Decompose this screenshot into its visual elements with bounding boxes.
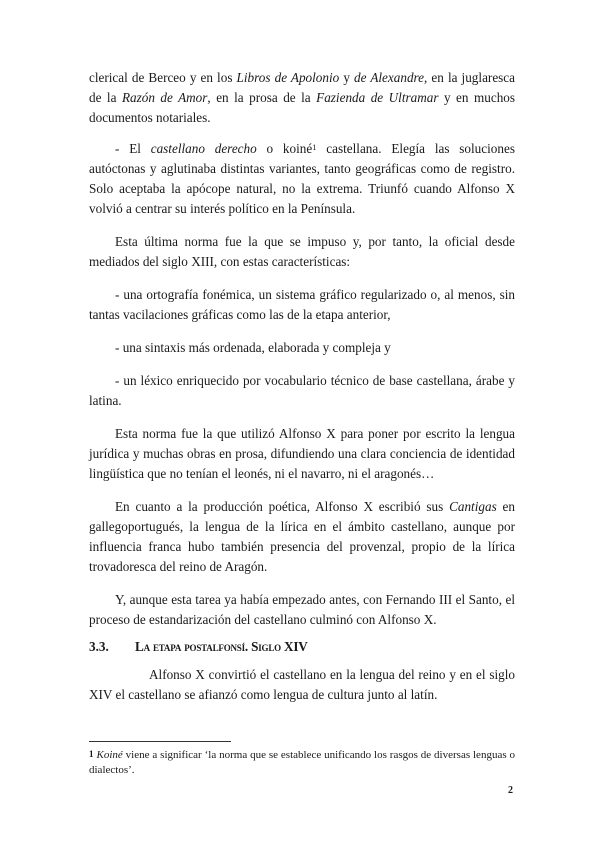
paragraph-5: - una sintaxis más ordenada, elaborada y compleja y — [115, 340, 391, 355]
section-number: 3.3. — [89, 639, 109, 654]
text-run: o koiné — [256, 141, 313, 156]
italic-term: castellano derecho — [150, 141, 257, 156]
italic-title: Libros de Apolonio — [236, 70, 340, 85]
footnote-term: Koiné — [96, 749, 123, 761]
text-run: castellana. Elegía las soluciones autóctonas y aglutinaba distintas variantes, tanto geográficas como de registro. Solo aceptaba la apócope natural, no la extrema. Triunfó cuando Alfonso X volvió a centrar su interés político en la Península. — [89, 141, 515, 216]
section-body — [89, 665, 515, 705]
italic-title: de Alexandre — [354, 70, 425, 85]
italic-title: Razón de Amor — [121, 90, 208, 105]
text-run: en gallegoportugués, la lengua de la lírica en el ámbito castellano, aunque por influencia franca hubo también presencia del provenzal, propio de la lírica trovadoresca del reino de Aragón. — [89, 499, 515, 574]
footnote-mark: 1 — [89, 749, 94, 759]
text-run: , en la juglaresca de la — [89, 70, 516, 105]
paragraph-3: Esta última norma fue la que se impuso y, por tanto, la oficial desde mediados del siglo XIII, con estas características: — [89, 234, 515, 269]
italic-title: Fazienda de Ultramar — [316, 90, 439, 105]
text-run: , en la prosa de la — [207, 90, 317, 105]
footnote-divider — [89, 741, 231, 742]
footnote-text: viene a significar ‘la norma que se establece unificando los rasgos de diversas lenguas o dialectos’. — [89, 749, 515, 776]
footnote — [89, 748, 515, 778]
section-paragraph: Alfonso X convirtió el castellano en la lengua del reino y en el siglo XIV el castellano se afianzó como lengua de cultura junto al latín. — [89, 667, 515, 702]
paragraph-2 — [89, 139, 515, 219]
text-run: clerical de Berceo y en los — [89, 70, 237, 85]
italic-title: Cantigas — [449, 499, 497, 514]
section-title: La etapa postalfonsí. Siglo XIV — [135, 639, 308, 654]
section-heading — [89, 639, 308, 655]
text-run: y en muchos documentos notariales. — [89, 90, 516, 125]
text-run: y — [339, 70, 355, 85]
paragraph-6: - un léxico enriquecido por vocabulario técnico de base castellana, árabe y latina. — [89, 373, 515, 408]
text-run: En cuanto a la producción poética, Alfonso X escribió sus — [115, 499, 450, 514]
page-number: 2 — [508, 785, 513, 796]
paragraph-8 — [89, 497, 515, 577]
text-run: - El — [115, 141, 151, 156]
body-text — [89, 68, 515, 643]
paragraph-1 — [89, 68, 515, 128]
paragraph-9: Y, aunque esta tarea ya había empezado antes, con Fernando III el Santo, el proceso de estandarización del castellano culminó con Alfonso X. — [89, 592, 515, 627]
paragraph-4: - una ortografía fonémica, un sistema gráfico regularizado o, al menos, sin tantas vacilaciones gráficas como las de la etapa anterior, — [89, 287, 515, 322]
paragraph-7: Esta norma fue la que utilizó Alfonso X para poner por escrito la lengua jurídica y muchas obras en prosa, difundiendo una clara conciencia de identidad lingüística que no tenían el leonés, ni el navarro, ni el aragonés… — [89, 426, 515, 481]
footnote-reference[interactable]: 1 — [312, 142, 317, 152]
